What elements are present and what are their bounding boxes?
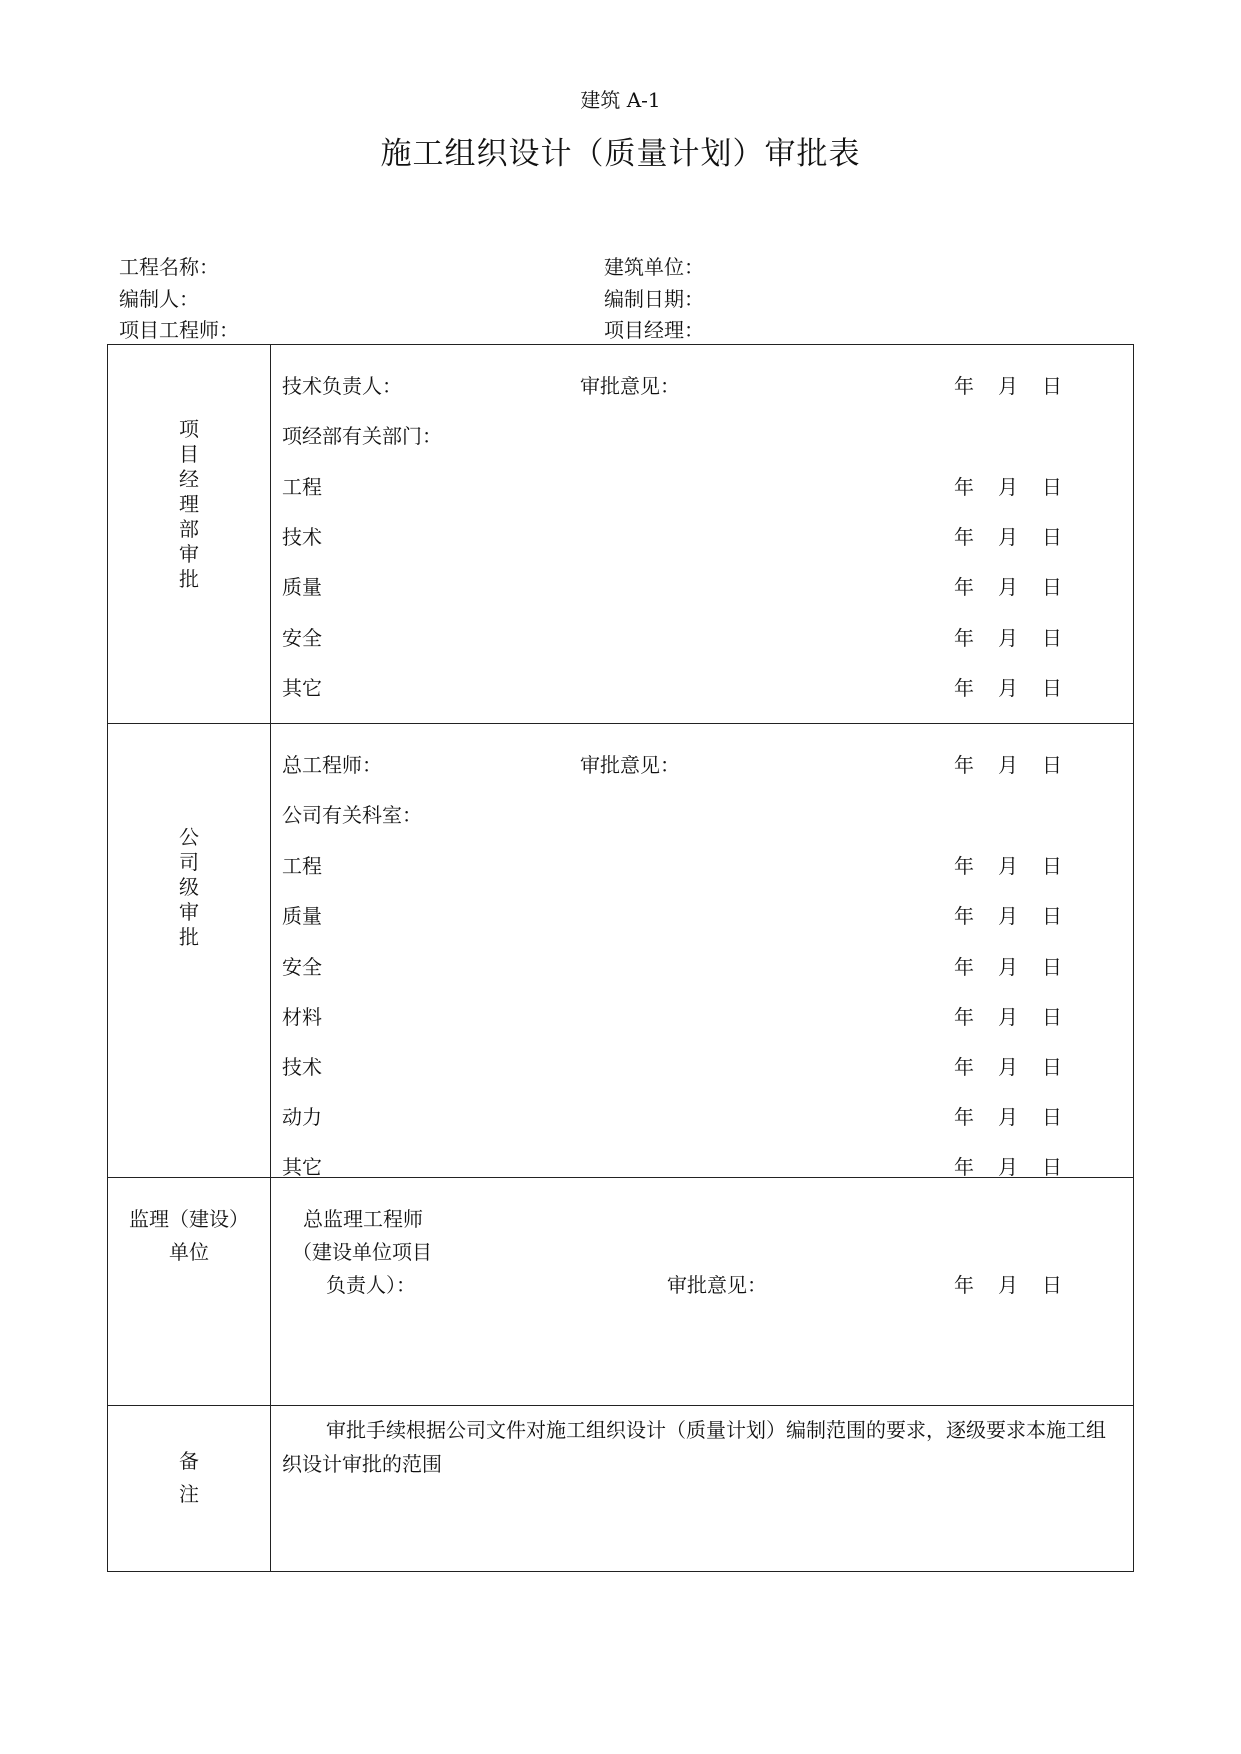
chief-engineer-label: 总工程师： <box>282 753 382 777</box>
date-field: 年 月 日 <box>954 374 1062 398</box>
page-title: 施工组织设计（质量计划）审批表 <box>380 136 861 172</box>
project-manager-label: 项目经理： <box>604 318 704 342</box>
remarks-text: 审批手续根据公司文件对施工组织设计（质量计划）编制范围的要求，逐级要求本施工组织设计审批的范围 <box>282 1418 1106 1476</box>
row-divider <box>108 723 1133 724</box>
date-field: 年 月 日 <box>954 1105 1062 1129</box>
date-field: 年 月 日 <box>954 854 1062 878</box>
date-field: 年 月 日 <box>954 1055 1062 1079</box>
approval-table <box>107 344 1134 1572</box>
dept-item-safety: 安全 <box>282 955 322 979</box>
builder-label: 建筑单位： <box>604 255 704 279</box>
compiler-label: 编制人： <box>119 287 199 311</box>
company-label: 公 司 级 审 批 <box>179 825 199 949</box>
remarks-label: 备 注 <box>179 1449 199 1506</box>
approval-opinion-label: 审批意见： <box>667 1273 767 1297</box>
project-dept-label: 项 目 经 理 部 审 批 <box>179 417 199 591</box>
date-field: 年 月 日 <box>954 676 1062 700</box>
approval-opinion-label: 审批意见： <box>580 374 680 398</box>
chief-supervisor-label: 总监理工程师 <box>303 1207 423 1231</box>
dept-item-engineering: 工程 <box>282 475 322 499</box>
dept-item-technical: 技术 <box>282 525 322 549</box>
remarks-cell <box>108 1405 1133 1573</box>
date-field: 年 月 日 <box>954 575 1062 599</box>
dept-item-other: 其它 <box>282 1155 322 1179</box>
date-field: 年 月 日 <box>954 525 1062 549</box>
date-field: 年 月 日 <box>954 904 1062 928</box>
date-field: 年 月 日 <box>954 475 1062 499</box>
compile-date-label: 编制日期： <box>604 287 704 311</box>
date-field: 年 月 日 <box>954 1155 1062 1179</box>
date-field: 年 月 日 <box>954 1273 1062 1297</box>
dept-item-materials: 材料 <box>282 1005 322 1029</box>
dept-item-power: 动力 <box>282 1105 322 1129</box>
chief-supervisor-label-line2: （建设单位项目 <box>292 1240 432 1264</box>
dept-item-other: 其它 <box>282 676 322 700</box>
dept-item-technical: 技术 <box>282 1055 322 1079</box>
dept-label: 公司有关科室： <box>282 803 422 827</box>
tech-head-label: 技术负责人： <box>282 374 402 398</box>
supervision-label: 监理（建设） 单位 <box>129 1207 249 1264</box>
dept-item-engineering: 工程 <box>282 854 322 878</box>
date-field: 年 月 日 <box>954 955 1062 979</box>
date-field: 年 月 日 <box>954 753 1062 777</box>
form-code: 建筑 A-1 <box>580 88 661 112</box>
date-field: 年 月 日 <box>954 1005 1062 1029</box>
dept-label: 项经部有关部门： <box>282 424 442 448</box>
dept-item-quality: 质量 <box>282 575 322 599</box>
column-divider <box>270 345 271 1571</box>
project-engineer-label: 项目工程师： <box>119 318 239 342</box>
dept-item-quality: 质量 <box>282 904 322 928</box>
date-field: 年 月 日 <box>954 626 1062 650</box>
project-name-label: 工程名称： <box>119 255 219 279</box>
dept-item-safety: 安全 <box>282 626 322 650</box>
chief-supervisor-label-line3: 负责人）： <box>326 1273 416 1297</box>
approval-opinion-label: 审批意见： <box>580 753 680 777</box>
